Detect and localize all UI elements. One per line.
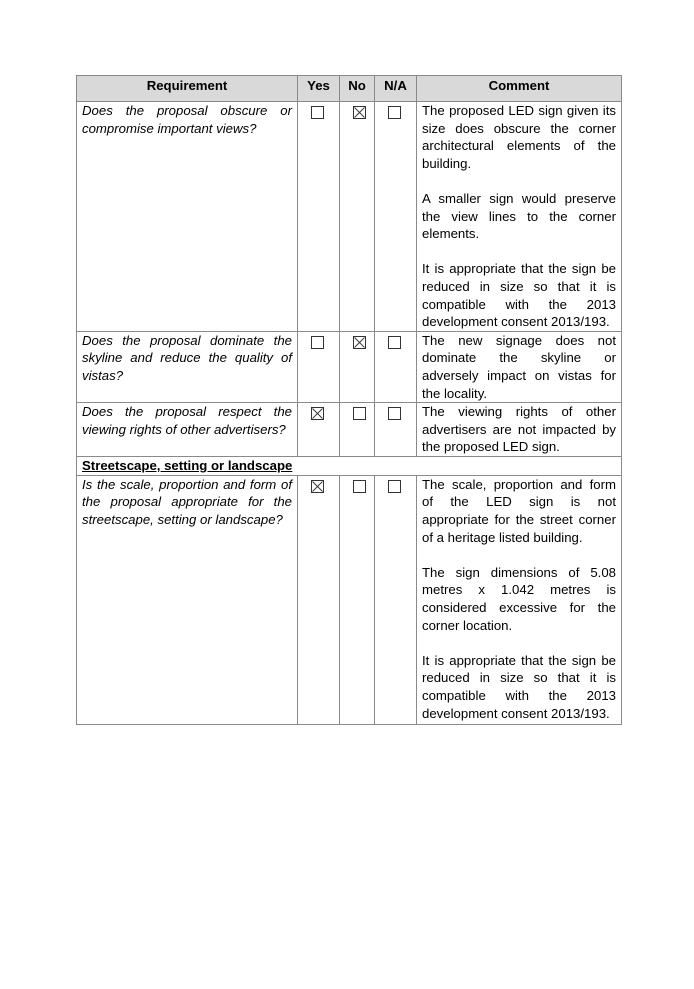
na-checkbox[interactable] <box>388 336 401 349</box>
checkbox-x-mark <box>354 107 365 118</box>
yes-checkbox[interactable] <box>311 336 324 349</box>
header-na: N/A <box>375 76 417 102</box>
comment-paragraph: The scale, proportion and form of the LED sign is not appropriate for the street corner of a heritage listed building. <box>422 476 616 545</box>
na-checkbox[interactable] <box>388 106 401 119</box>
yes-checkbox[interactable] <box>311 407 324 420</box>
yes-checkbox[interactable] <box>311 106 324 119</box>
checkbox-x-mark <box>354 337 365 348</box>
comment-paragraph: The sign dimensions of 5.08 metres x 1.042 metres is considered excessive for the corner location. <box>422 564 616 633</box>
header-comment: Comment <box>417 76 622 102</box>
table-header-row <box>77 76 622 102</box>
header-yes: Yes <box>298 76 340 102</box>
no-checkbox[interactable] <box>353 407 366 420</box>
table-row <box>77 475 622 724</box>
comment-cell <box>417 331 622 402</box>
comment-paragraph: The viewing rights of other advertisers are not impacted by the proposed LED sign. <box>422 404 616 455</box>
table-row <box>77 403 622 457</box>
na-checkbox[interactable] <box>388 407 401 420</box>
requirement-question: Does the proposal obscure or compromise important views? <box>77 102 298 332</box>
no-checkbox[interactable] <box>353 480 366 493</box>
checkbox-x-mark <box>312 408 323 419</box>
no-checkbox[interactable] <box>353 106 366 119</box>
comment-paragraph: It is appropriate that the sign be reduced in size so that it is compatible with the 2013 development consent 2013/193. <box>422 652 616 721</box>
section-heading: Streetscape, setting or landscape <box>77 456 622 475</box>
no-checkbox[interactable] <box>353 336 366 349</box>
requirements-table <box>76 75 622 725</box>
comment-paragraph: It is appropriate that the sign be reduced in size so that it is compatible with the 2013 development consent 2013/193. <box>422 261 616 330</box>
na-checkbox[interactable] <box>388 480 401 493</box>
requirement-question: Does the proposal dominate the skyline and reduce the quality of vistas? <box>77 331 298 402</box>
header-requirement: Requirement <box>77 76 298 102</box>
requirement-question: Is the scale, proportion and form of the proposal appropriate for the streetscape, setting or landscape? <box>77 475 298 724</box>
table-row <box>77 102 622 332</box>
comment-paragraph: The proposed LED sign given its size does obscure the corner architectural elements of the building. <box>422 103 616 171</box>
section-row <box>77 456 622 475</box>
comment-cell <box>417 403 622 457</box>
comment-cell <box>417 102 622 332</box>
comment-paragraph: The new signage does not dominate the skyline or adversely impact on vistas for the locality. <box>422 332 616 401</box>
checkbox-x-mark <box>312 481 323 492</box>
comment-cell <box>417 475 622 724</box>
header-no: No <box>340 76 375 102</box>
yes-checkbox[interactable] <box>311 480 324 493</box>
requirement-question: Does the proposal respect the viewing rights of other advertisers? <box>77 403 298 457</box>
table-row <box>77 331 622 402</box>
comment-paragraph: A smaller sign would preserve the view lines to the corner elements. <box>422 190 616 242</box>
